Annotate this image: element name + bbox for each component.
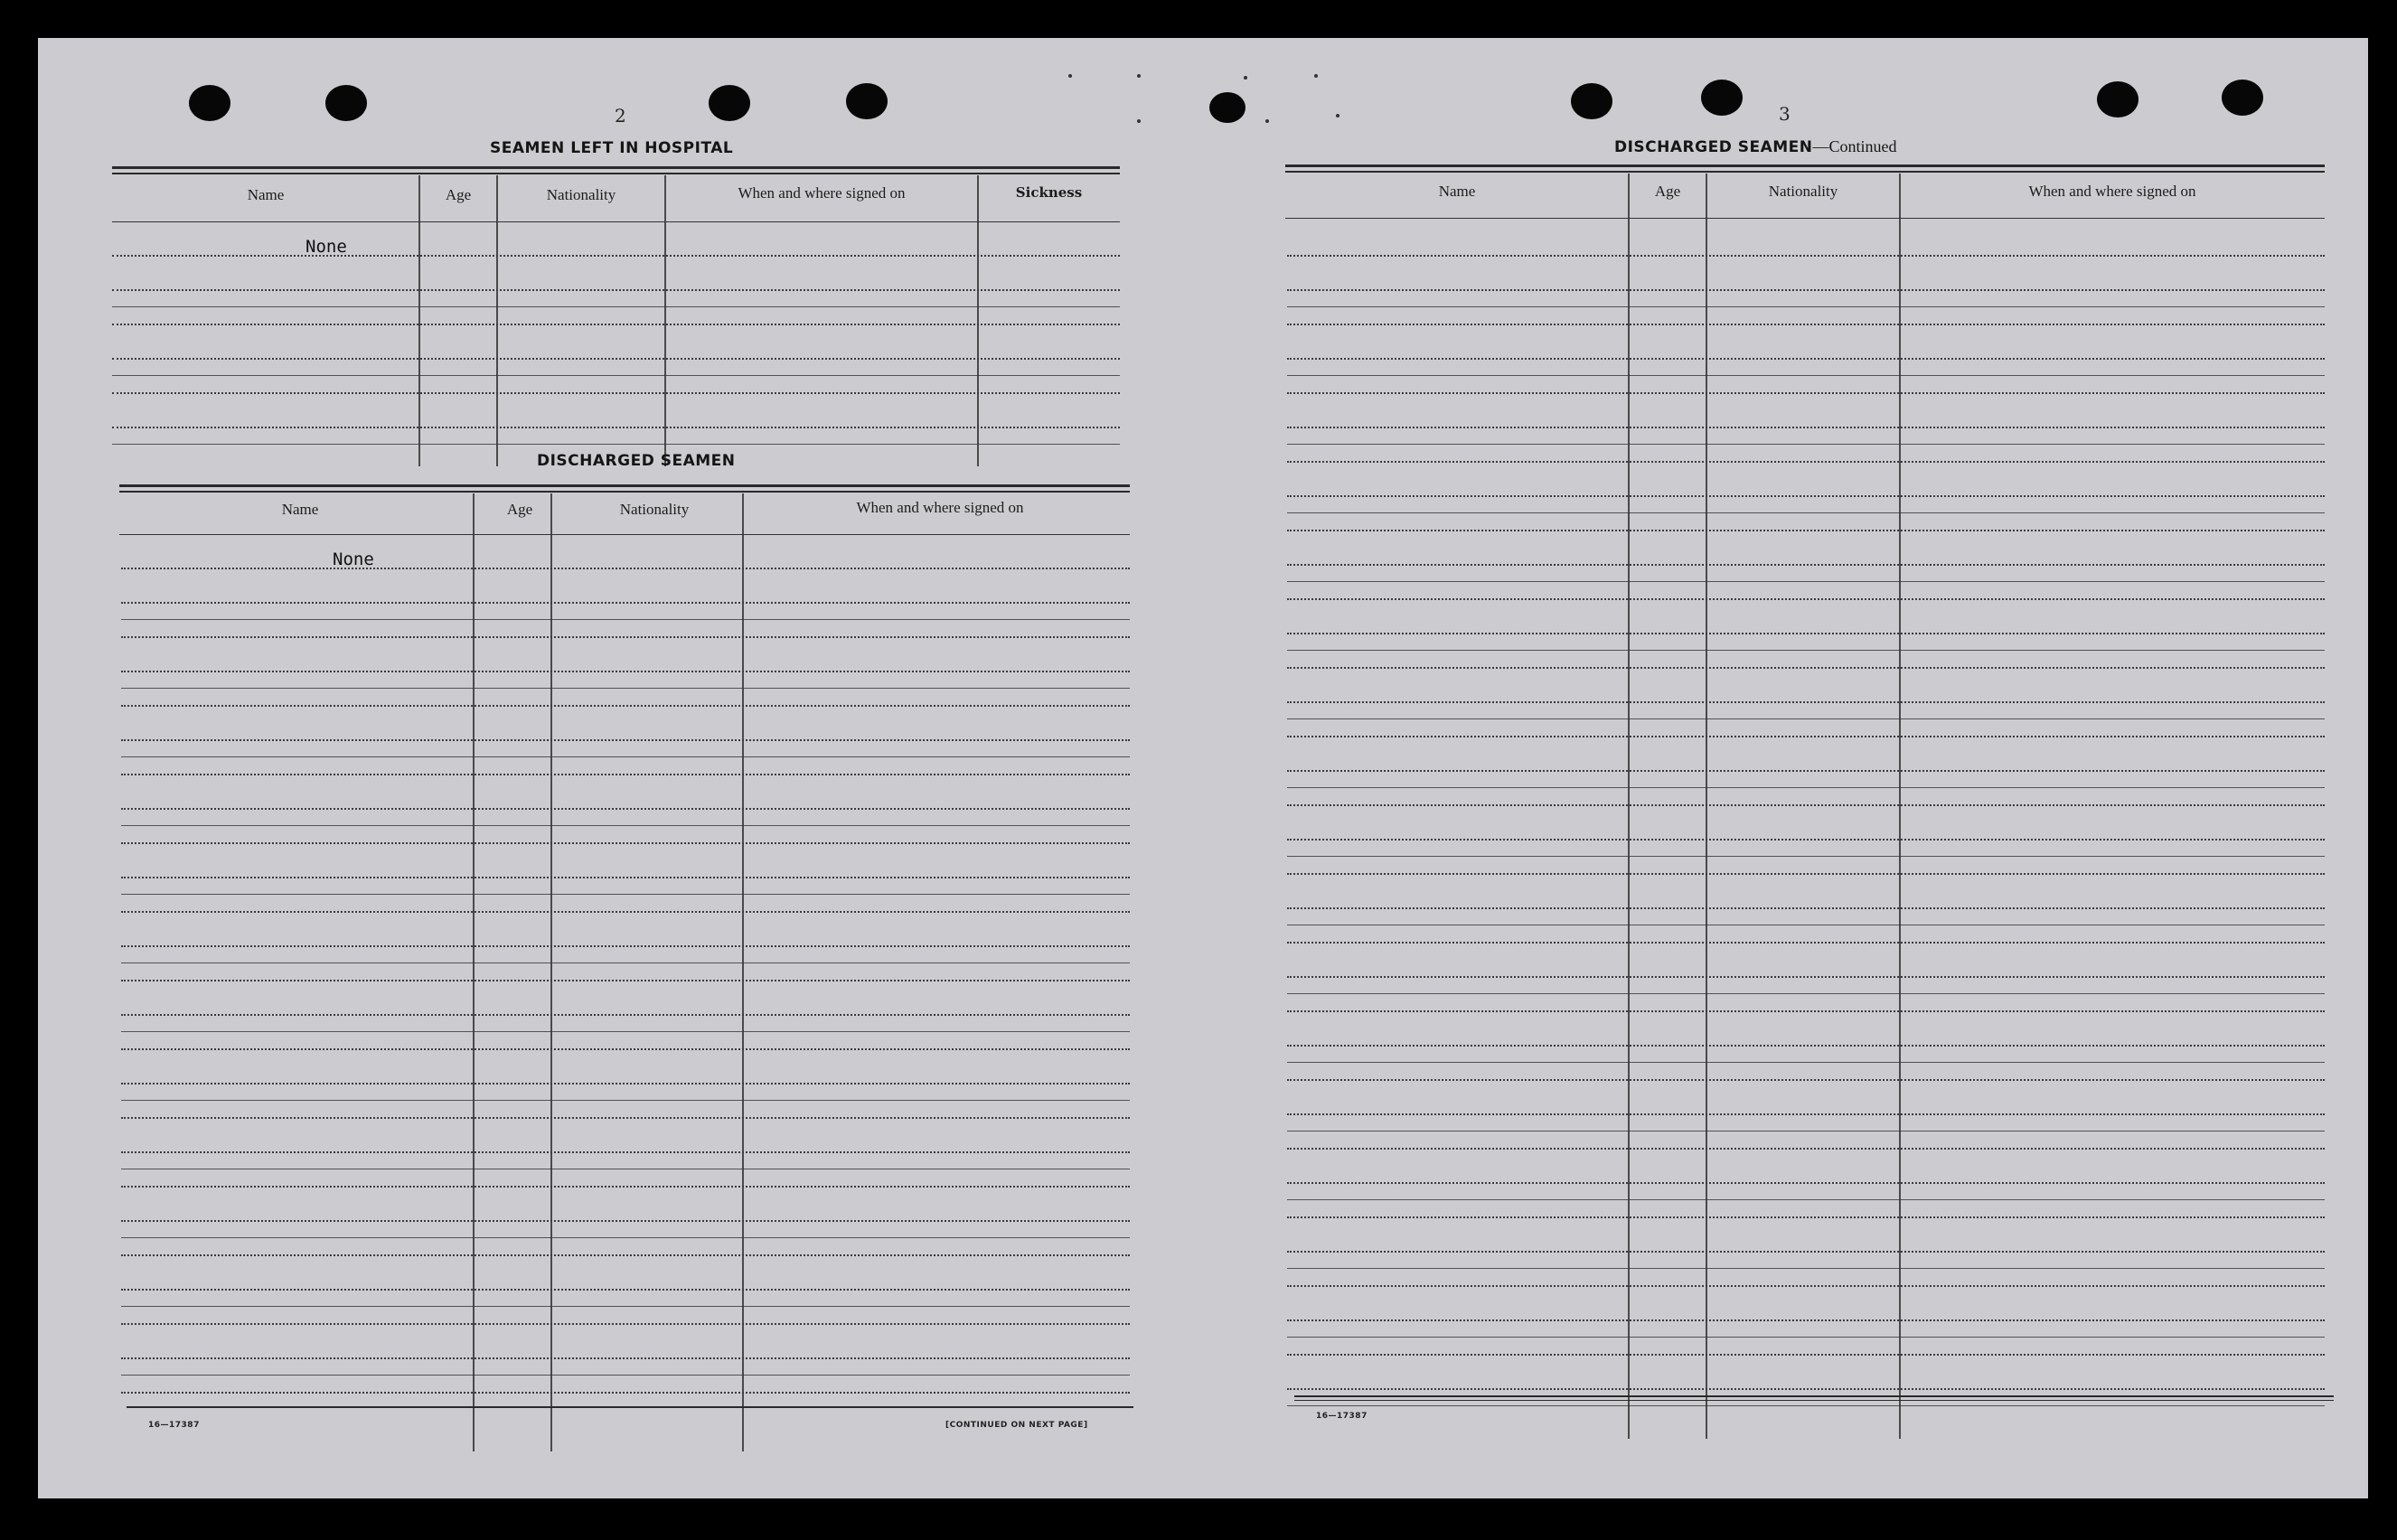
dotted-row-line bbox=[1287, 1388, 2325, 1390]
dotted-row-line bbox=[121, 739, 1130, 741]
binder-hole bbox=[1209, 92, 1246, 123]
dotted-row-line bbox=[121, 1220, 1130, 1222]
dotted-row-line bbox=[1287, 839, 2325, 840]
dotted-row-line bbox=[1287, 358, 2325, 360]
solid-row-line bbox=[1287, 444, 2325, 445]
column-header-nationality: Nationality bbox=[1768, 183, 1838, 200]
scan-speck bbox=[1336, 114, 1340, 117]
solid-row-line bbox=[1287, 1268, 2325, 1269]
dotted-row-line bbox=[1287, 461, 2325, 463]
dotted-row-line bbox=[121, 945, 1130, 947]
dotted-row-line bbox=[1287, 770, 2325, 772]
dotted-row-line bbox=[121, 774, 1130, 775]
hospital-section-title: SEAMEN LEFT IN HOSPITAL bbox=[490, 139, 734, 157]
dotted-row-line bbox=[112, 427, 1120, 428]
dotted-row-line bbox=[112, 392, 1120, 394]
header-underline bbox=[119, 534, 1130, 535]
solid-row-line bbox=[121, 1031, 1130, 1032]
scan-speck bbox=[1068, 74, 1072, 78]
column-divider bbox=[496, 175, 498, 466]
column-divider bbox=[977, 175, 979, 466]
column-header-age: Age bbox=[506, 501, 533, 518]
column-divider bbox=[1628, 174, 1630, 1439]
dotted-row-line bbox=[1287, 1354, 2325, 1356]
dotted-row-line bbox=[1287, 701, 2325, 703]
dotted-row-line bbox=[1287, 804, 2325, 806]
binder-hole bbox=[1571, 83, 1612, 119]
dotted-row-line bbox=[121, 568, 1130, 569]
dotted-row-line bbox=[1287, 530, 2325, 531]
double-rule bbox=[1285, 164, 2325, 167]
double-rule bbox=[119, 491, 1130, 493]
column-divider bbox=[1706, 174, 1707, 1439]
solid-row-line bbox=[121, 756, 1130, 757]
solid-row-line bbox=[1287, 718, 2325, 719]
solid-row-line bbox=[121, 619, 1130, 620]
dotted-row-line bbox=[121, 1323, 1130, 1325]
discharged-entry: None bbox=[333, 549, 374, 569]
scan-speck bbox=[1137, 74, 1141, 78]
dotted-row-line bbox=[121, 842, 1130, 844]
dotted-row-line bbox=[112, 255, 1120, 257]
header-underline bbox=[112, 221, 1120, 222]
dotted-row-line bbox=[121, 808, 1130, 810]
solid-row-line bbox=[121, 688, 1130, 689]
solid-row-line bbox=[112, 306, 1120, 307]
solid-row-line bbox=[1287, 650, 2325, 651]
column-header-signed-on: When and where signed on bbox=[856, 499, 1024, 516]
dotted-row-line bbox=[121, 671, 1130, 672]
solid-row-line bbox=[121, 1237, 1130, 1238]
dotted-row-line bbox=[1287, 564, 2325, 566]
solid-row-line bbox=[1287, 581, 2325, 582]
scanned-form-sheet bbox=[38, 38, 2368, 1498]
bottom-rule bbox=[1294, 1395, 2334, 1397]
binder-hole bbox=[189, 85, 230, 121]
column-divider bbox=[1899, 174, 1901, 1439]
solid-row-line bbox=[1287, 512, 2325, 513]
dotted-row-line bbox=[121, 1357, 1130, 1359]
dotted-row-line bbox=[1287, 1113, 2325, 1115]
scan-speck bbox=[1244, 76, 1247, 80]
dotted-row-line bbox=[1287, 1045, 2325, 1047]
double-rule bbox=[112, 166, 1120, 169]
title-suffix: —Continued bbox=[1812, 137, 1897, 155]
solid-row-line bbox=[1287, 993, 2325, 994]
solid-row-line bbox=[112, 375, 1120, 376]
column-header-name: Name bbox=[247, 186, 285, 203]
scan-speck bbox=[1265, 119, 1269, 123]
dotted-row-line bbox=[121, 1083, 1130, 1085]
dotted-row-line bbox=[1287, 1079, 2325, 1081]
form-number: 16—17387 bbox=[1316, 1412, 1368, 1421]
solid-row-line bbox=[1287, 1199, 2325, 1200]
dotted-row-line bbox=[121, 602, 1130, 604]
continued-note: [CONTINUED ON NEXT PAGE] bbox=[945, 1421, 1088, 1430]
column-header-sickness: Sickness bbox=[1015, 184, 1083, 201]
bottom-rule bbox=[127, 1406, 1133, 1408]
column-divider bbox=[664, 175, 666, 466]
dotted-row-line bbox=[1287, 427, 2325, 428]
dotted-row-line bbox=[1287, 598, 2325, 600]
binder-hole bbox=[2222, 80, 2263, 116]
solid-row-line bbox=[1287, 1405, 2325, 1406]
dotted-row-line bbox=[1287, 392, 2325, 394]
discharged-section-title: DISCHARGED SEAMEN bbox=[537, 452, 736, 470]
dotted-row-line bbox=[121, 1151, 1130, 1153]
page-number: 2 bbox=[615, 105, 626, 127]
double-rule bbox=[1285, 171, 2325, 173]
form-number: 16—17387 bbox=[148, 1421, 200, 1430]
dotted-row-line bbox=[121, 1186, 1130, 1188]
solid-row-line bbox=[121, 1375, 1130, 1376]
scan-speck bbox=[1137, 119, 1141, 123]
dotted-row-line bbox=[112, 289, 1120, 291]
title-main: DISCHARGED SEAMEN bbox=[1614, 138, 1813, 156]
dotted-row-line bbox=[1287, 633, 2325, 634]
binder-hole bbox=[709, 85, 750, 121]
page-number: 3 bbox=[1779, 103, 1791, 125]
dotted-row-line bbox=[1287, 324, 2325, 325]
dotted-row-line bbox=[121, 1048, 1130, 1050]
solid-row-line bbox=[112, 444, 1120, 445]
dotted-row-line bbox=[121, 911, 1130, 913]
bottom-rule bbox=[1294, 1400, 2334, 1401]
column-header-age: Age bbox=[445, 186, 472, 203]
column-header-name: Name bbox=[1438, 183, 1476, 200]
dotted-row-line bbox=[1287, 1010, 2325, 1012]
dotted-row-line bbox=[1287, 255, 2325, 257]
solid-row-line bbox=[1287, 1131, 2325, 1132]
dotted-row-line bbox=[121, 1254, 1130, 1256]
dotted-row-line bbox=[1287, 289, 2325, 291]
dotted-row-line bbox=[1287, 873, 2325, 875]
dotted-row-line bbox=[121, 1289, 1130, 1291]
dotted-row-line bbox=[121, 980, 1130, 981]
dotted-row-line bbox=[112, 358, 1120, 360]
binder-hole bbox=[325, 85, 367, 121]
dotted-row-line bbox=[1287, 907, 2325, 909]
column-header-nationality: Nationality bbox=[619, 501, 690, 518]
dotted-row-line bbox=[121, 877, 1130, 878]
dotted-row-line bbox=[121, 1014, 1130, 1016]
dotted-row-line bbox=[1287, 1182, 2325, 1184]
dotted-row-line bbox=[1287, 1148, 2325, 1150]
column-header-name: Name bbox=[281, 501, 319, 518]
discharged-continued-title bbox=[1614, 137, 1897, 156]
dotted-row-line bbox=[121, 1117, 1130, 1119]
solid-row-line bbox=[1287, 306, 2325, 307]
column-divider bbox=[418, 175, 420, 466]
binder-hole bbox=[1701, 80, 1743, 116]
solid-row-line bbox=[121, 894, 1130, 895]
dotted-row-line bbox=[1287, 976, 2325, 978]
double-rule bbox=[112, 173, 1120, 174]
dotted-row-line bbox=[1287, 495, 2325, 497]
dotted-row-line bbox=[1287, 1319, 2325, 1321]
solid-row-line bbox=[1287, 1337, 2325, 1338]
dotted-row-line bbox=[112, 324, 1120, 325]
dotted-row-line bbox=[1287, 1216, 2325, 1218]
binder-hole bbox=[846, 83, 888, 119]
solid-row-line bbox=[1287, 1062, 2325, 1063]
column-header-signed-on: When and where signed on bbox=[2028, 183, 2196, 200]
column-header-signed-on: When and where signed on bbox=[738, 184, 906, 202]
solid-row-line bbox=[1287, 856, 2325, 857]
double-rule bbox=[119, 484, 1130, 487]
binder-hole bbox=[2097, 81, 2138, 117]
dotted-row-line bbox=[1287, 942, 2325, 944]
dotted-row-line bbox=[121, 705, 1130, 707]
solid-row-line bbox=[1287, 787, 2325, 788]
scan-speck bbox=[1314, 74, 1318, 78]
column-header-age: Age bbox=[1654, 183, 1681, 200]
solid-row-line bbox=[121, 1100, 1130, 1101]
dotted-row-line bbox=[1287, 667, 2325, 669]
dotted-row-line bbox=[121, 636, 1130, 638]
hospital-entry: None bbox=[306, 237, 347, 257]
dotted-row-line bbox=[121, 1392, 1130, 1394]
solid-row-line bbox=[1287, 375, 2325, 376]
solid-row-line bbox=[121, 1306, 1130, 1307]
dotted-row-line bbox=[1287, 1285, 2325, 1287]
header-underline bbox=[1285, 218, 2325, 219]
solid-row-line bbox=[121, 825, 1130, 826]
dotted-row-line bbox=[1287, 736, 2325, 737]
column-header-nationality: Nationality bbox=[546, 186, 616, 203]
dotted-row-line bbox=[1287, 1251, 2325, 1253]
